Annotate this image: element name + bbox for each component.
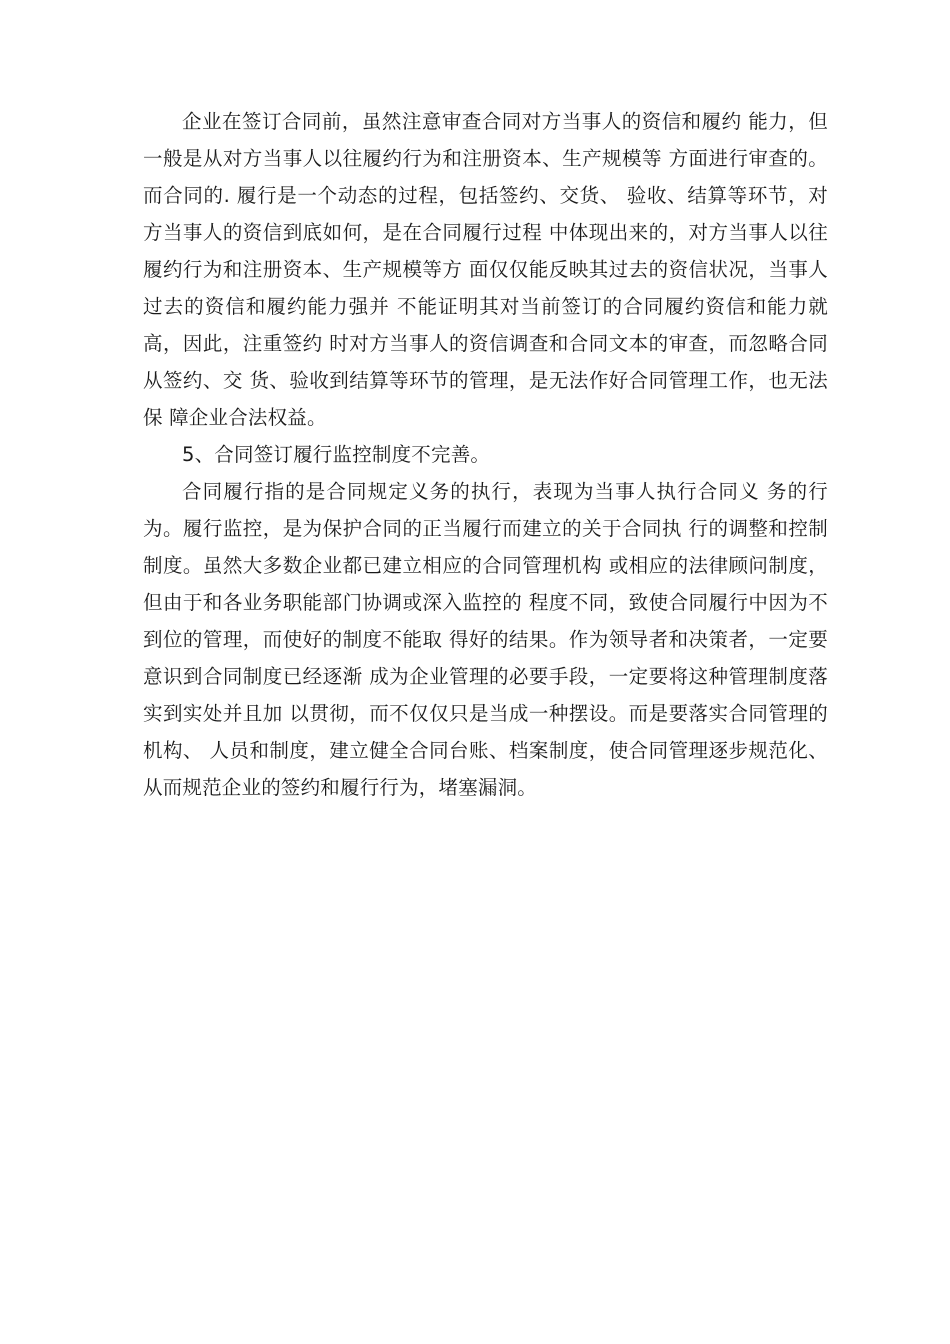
paragraph-contract-review: 企业在签订合同前，虽然注意审查合同对方当事人的资信和履约 能力，但一般是从对方当事人以往履约行为和注册资本、生产规模等 方面进行审查的。而合同的. 履行是一个动态的过程，包括签约、交货、 验收、结算等环节，对方当事人的资信到底如何，是在合同履行过程 中体现出来的，对方当事人以往履约行为和注册资本、生产规模等方 面仅仅能反映其过去的资信状况，当事人过去的资信和履约能力强并 不能证明其对当前签订的合同履约资信和能力就高，因此，注重签约 时对方当事人的资信调查和合同文本的审查，而忽略合同从签约、交 货、验收到结算等环节的管理，是无法作好合同管理工作，也无法保 障企业合法权益。	[143, 110, 828, 429]
document-body	[143, 103, 828, 806]
paragraph-contract-performance: 合同履行指的是合同规定义务的执行，表现为当事人执行合同义 务的行为。履行监控，是为保护合同的正当履行而建立的关于合同执 行的调整和控制制度。虽然大多数企业都已建立相应的合同管理机构 或相应的法律顾问制度，但由于和各业务职能部门协调或深入监控的 程度不同，致使合同履行中因为不到位的管理，而使好的制度不能取 得好的结果。作为领导者和决策者，一定要意识到合同制度已经逐渐 成为企业管理的必要手段，一定要将这种管理制度落实到实处并且加 以贯彻，而不仅仅只是当成一种摆设。而是要落实合同管理的机构、 人员和制度，建立健全合同台账、档案制度，使合同管理逐步规范化、 从而规范企业的签约和履行行为，堵塞漏洞。	[143, 480, 828, 799]
section-heading-monitoring: 5、合同签订履行监控制度不完善。	[182, 443, 491, 466]
